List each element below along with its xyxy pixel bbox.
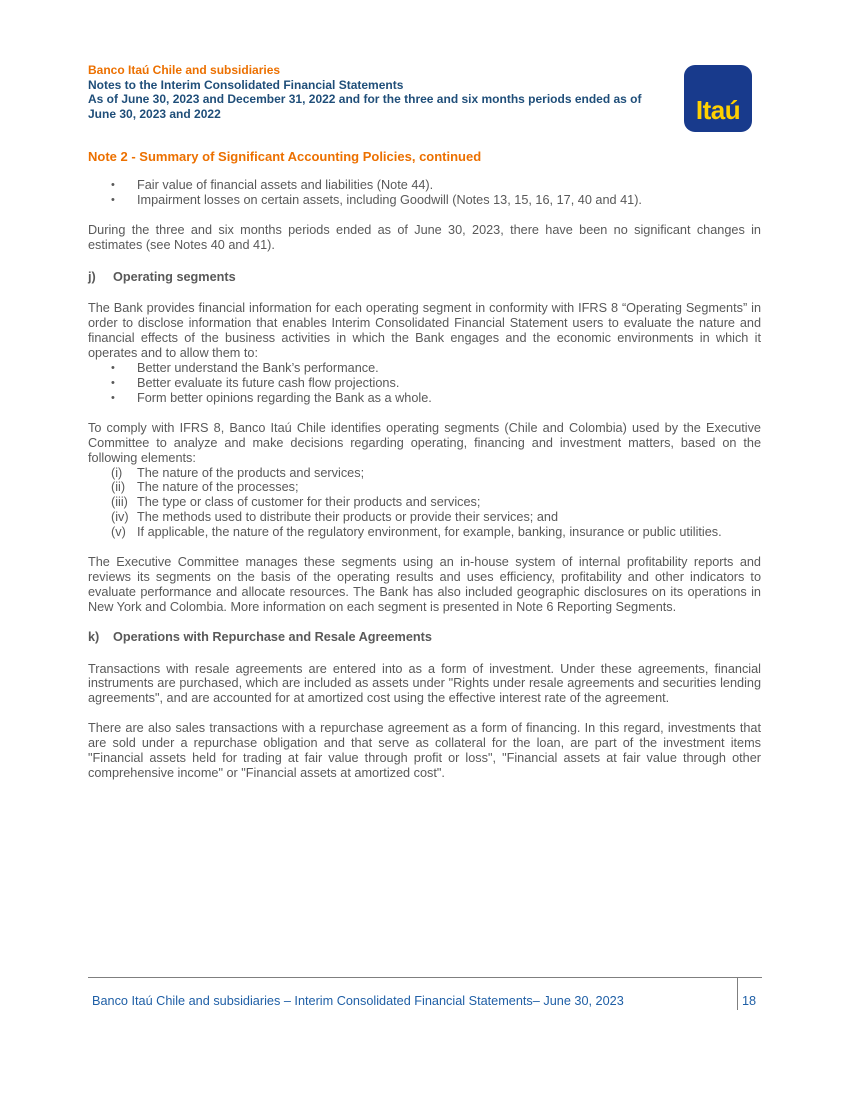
section-j-paragraph-1: The Bank provides financial information for each operating segment in conformity with IFRS 8 “Operating Segments” in order to disclose information that enables Interim Consolidated Financial Statement users to evaluate the nature and financial effects of the business activities in which the Bank engages and the economic environments in which it operates and to allow them to: — [88, 301, 761, 361]
header-line-1: Notes to the Interim Consolidated Financial Statements — [88, 77, 404, 92]
section-j-heading — [88, 270, 761, 285]
estimates-bullet-list — [88, 178, 761, 208]
item-text: The nature of the processes; — [137, 480, 299, 495]
header-line-2: As of June 30, 2023 and December 31, 2022 and for the three and six months periods ended as of — [88, 92, 642, 106]
section-j-bullet-list — [88, 361, 761, 406]
list-item — [111, 495, 761, 510]
footer-divider — [88, 977, 762, 978]
note-title: Note 2 - Summary of Significant Accounting Policies, continued — [88, 149, 482, 164]
list-item: • Better understand the Bank’s performance. — [111, 361, 761, 376]
header-line-3: June 30, 2023 and 2022 — [88, 106, 221, 121]
item-number: (ii) — [111, 480, 126, 495]
section-k-paragraph-2: There are also sales transactions with a repurchase agreement as a form of financing. In this regard, investments that are sold under a repurchase obligation and that serve as collateral for the loan, are part of the investment items "Financial assets held for trading at fair value through profit or loss", "Financial assets at fair value through other comprehensive income" or "Financial assets at amortized cost". — [88, 721, 761, 780]
section-j-label: j) — [88, 269, 96, 284]
itau-logo — [684, 65, 752, 132]
item-text: The nature of the products and services; — [137, 465, 365, 480]
list-item: • Form better opinions regarding the Bank as a whole. — [111, 391, 761, 406]
header-entity: Banco Itaú Chile and subsidiaries — [88, 63, 281, 77]
footer-separator — [737, 977, 738, 1010]
item-text: The methods used to distribute their products or provide their services; and — [137, 510, 559, 525]
list-item — [111, 466, 761, 481]
item-number: (iii) — [111, 495, 128, 510]
section-j-paragraph-2: To comply with IFRS 8, Banco Itaú Chile identifies operating segments (Chile and Colombia) used by the Executive Committee to analyze and make decisions regarding operating, financing and investment matters, based on the following elements: — [88, 420, 761, 465]
list-item: • Impairment losses on certain assets, including Goodwill (Notes 13, 15, 16, 17, 40 and 41). — [111, 193, 761, 208]
section-j-elements-list — [88, 466, 761, 541]
item-text: If applicable, the nature of the regulatory environment, for example, banking, insurance or public utilities. — [137, 525, 722, 540]
estimates-paragraph: During the three and six months periods ended as of June 30, 2023, there have been no significant changes in estimates (see Notes 40 and 41). — [88, 222, 761, 252]
item-number: (iv) — [111, 510, 129, 525]
section-j-title: Operating segments — [113, 269, 236, 284]
list-item: • Fair value of financial assets and liabilities (Note 44). — [111, 178, 761, 193]
document-body — [88, 150, 761, 781]
list-item: • Better evaluate its future cash flow projections. — [111, 376, 761, 391]
section-k-label: k) — [88, 629, 100, 644]
item-number: (v) — [111, 525, 126, 540]
document-header — [88, 63, 678, 121]
list-item — [111, 525, 761, 540]
section-j-paragraph-3: The Executive Committee manages these segments using an in-house system of internal profitability reports and reviews its segments on the basis of the operating results and uses efficiency, profitability and other indicators to evaluate performance and allocate resources. The Bank has also included geographic disclosures on its operations in New York and Colombia. More information on each segment is presented in Note 6 Reporting Segments. — [88, 555, 761, 614]
list-item — [111, 480, 761, 495]
section-k-title: Operations with Repurchase and Resale Agreements — [113, 629, 432, 644]
logo-text: Itaú — [695, 95, 741, 125]
section-k-paragraph-1: Transactions with resale agreements are entered into as a form of investment. Under these agreements, financial instruments are purchased, which are included as assets under "Rights under resale agreements and securities lending agreements", and are accounted for at amortized cost using the effective interest rate of the agreement. — [88, 661, 761, 706]
item-text: The type or class of customer for their products and services; — [137, 495, 481, 510]
item-number: (i) — [111, 465, 123, 480]
page-number: 18 — [742, 994, 757, 1008]
section-k-heading — [88, 630, 761, 645]
list-item — [111, 510, 761, 525]
footer-text: Banco Itaú Chile and subsidiaries – Interim Consolidated Financial Statements– June 30, 2023 — [92, 994, 624, 1008]
